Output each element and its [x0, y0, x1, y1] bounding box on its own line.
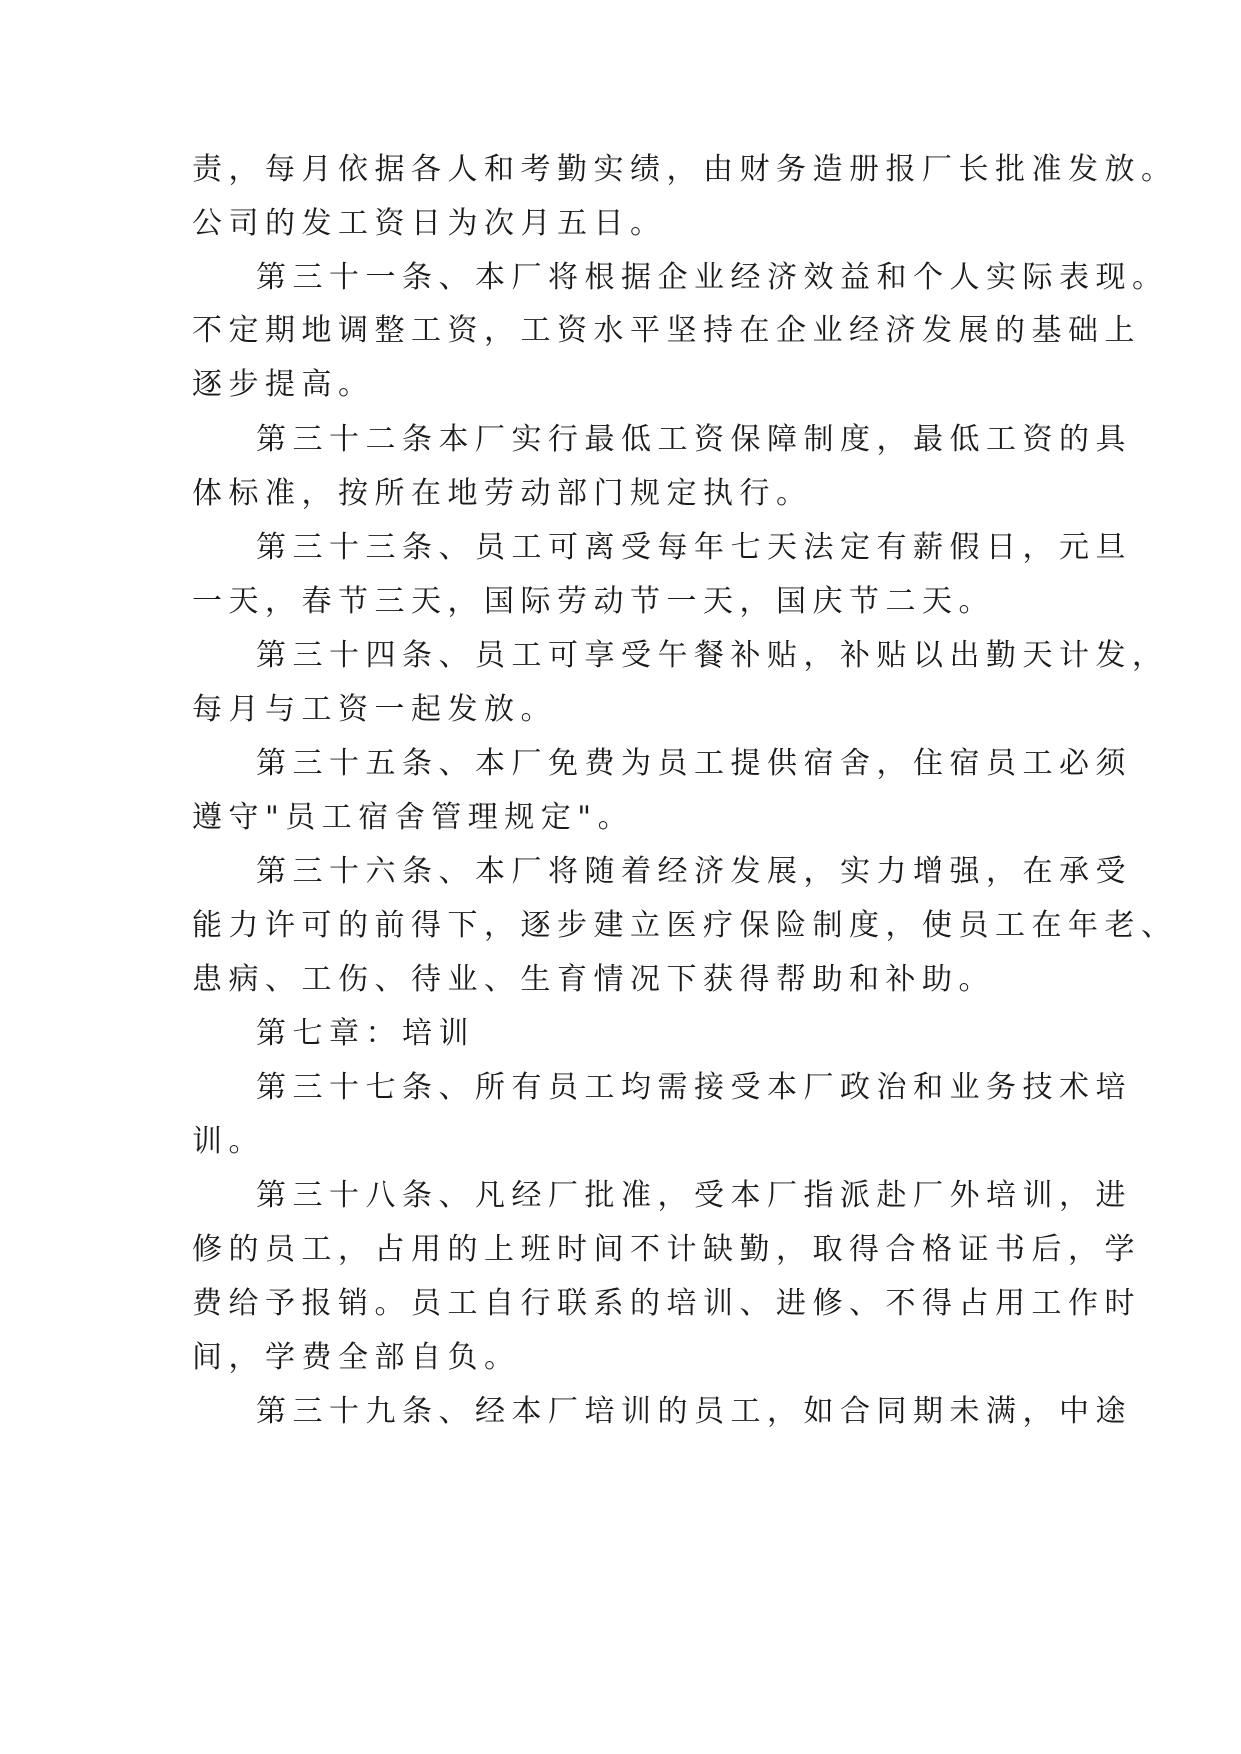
article-39-line: 第三十九条、经本厂培训的员工，如合同期未满，中途	[256, 1394, 1132, 1429]
text-line: 责，每月依据各人和考勤实绩，由财务造册报厂长批准发放。	[192, 152, 1178, 187]
text-line: 患病、工伤、待业、生育情况下获得帮助和补助。	[192, 962, 995, 997]
text-line: 遵守"员工宿舍管理规定"。	[192, 800, 635, 835]
article-31-line: 第三十一条、本厂将根据企业经济效益和个人实际表现。	[256, 260, 1169, 295]
text-line: 费给予报销。员工自行联系的培训、进修、不得占用工作时	[192, 1286, 1141, 1321]
article-37-line: 第三十七条、所有员工均需接受本厂政治和业务技术培	[256, 1070, 1132, 1105]
article-35-line: 第三十五条、本厂免费为员工提供宿舍，住宿员工必须	[256, 746, 1132, 781]
text-line: 不定期地调整工资，工资水平坚持在企业经济发展的基础上	[192, 313, 1141, 348]
text-line: 能力许可的前得下，逐步建立医疗保险制度，使员工在年老、	[192, 908, 1178, 943]
text-line: 每月与工资一起发放。	[192, 692, 557, 727]
text-line: 体标准，按所在地劳动部门规定执行。	[192, 476, 813, 511]
article-33-line: 第三十三条、员工可离受每年七天法定有薪假日，元旦	[256, 530, 1132, 565]
text-line: 公司的发工资日为次月五日。	[192, 206, 667, 241]
text-line: 间，学费全部自负。	[192, 1340, 521, 1375]
text-line: 逐步提高。	[192, 367, 375, 402]
article-36-line: 第三十六条、本厂将随着经济发展，实力增强，在承受	[256, 854, 1132, 889]
article-38-line: 第三十八条、凡经厂批准，受本厂指派赴厂外培训，进	[256, 1178, 1132, 1213]
article-32-line: 第三十二条本厂实行最低工资保障制度，最低工资的具	[256, 422, 1132, 457]
chapter-7-heading: 第七章：培训	[256, 1016, 475, 1051]
article-34-line: 第三十四条、员工可享受午餐补贴，补贴以出勤天计发，	[256, 638, 1169, 673]
text-line: 一天，春节三天，国际劳动节一天，国庆节二天。	[192, 584, 995, 619]
text-line: 修的员工，占用的上班时间不计缺勤，取得合格证书后，学	[192, 1232, 1141, 1267]
text-line: 训。	[192, 1124, 265, 1159]
